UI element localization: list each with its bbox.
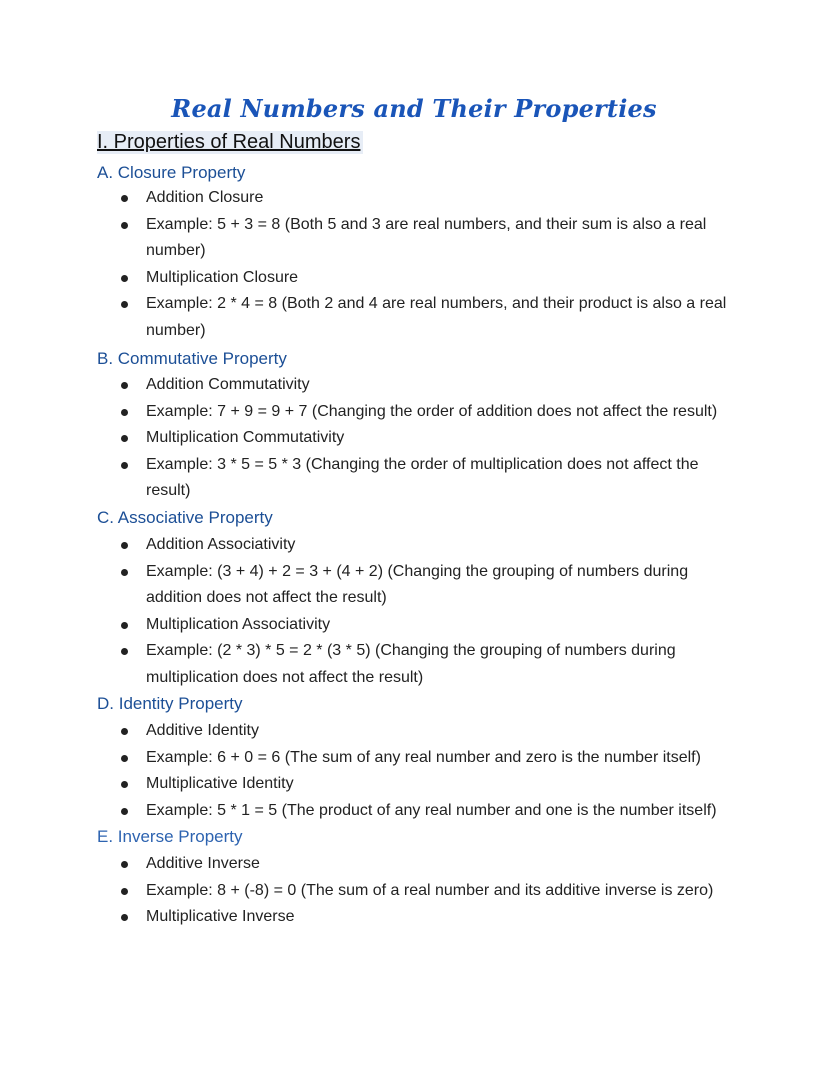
list-closure — [0, 185, 828, 344]
subsection-heading-associative: C. Associative Property — [97, 508, 273, 527]
list-identity — [0, 718, 828, 824]
list-inverse — [0, 851, 828, 931]
bullet-icon — [121, 301, 128, 308]
list-item: Example: (2 * 3) * 5 = 2 * (3 * 5) (Changing the grouping of numbers during multiplication does not affect the result) — [0, 638, 828, 691]
subsection-heading-inverse: E. Inverse Property — [97, 827, 243, 846]
list-associative — [0, 532, 828, 691]
list-item: Addition Commutativity — [0, 372, 828, 399]
bullet-icon — [121, 275, 128, 282]
list-item: Addition Associativity — [0, 532, 828, 559]
document-title: Real Numbers and Their Properties — [171, 94, 657, 123]
list-item: Multiplicative Identity — [0, 771, 828, 798]
list-item: Example: 5 * 1 = 5 (The product of any real number and one is the number itself) — [0, 798, 828, 825]
bullet-icon — [121, 648, 128, 655]
list-item: Example: 8 + (-8) = 0 (The sum of a real number and its additive inverse is zero) — [0, 878, 828, 905]
list-item: Additive Inverse — [0, 851, 828, 878]
bullet-icon — [121, 861, 128, 868]
list-item: Example: 3 * 5 = 5 * 3 (Changing the order of multiplication does not affect the result) — [0, 452, 828, 505]
list-item: Multiplication Closure — [0, 265, 828, 292]
list-item: Additive Identity — [0, 718, 828, 745]
section-heading: I. Properties of Real Numbers — [97, 131, 363, 154]
bullet-icon — [121, 222, 128, 229]
bullet-icon — [121, 195, 128, 202]
list-item: Multiplicative Inverse — [0, 904, 828, 931]
bullet-icon — [121, 409, 128, 416]
bullet-icon — [121, 569, 128, 576]
list-item: Example: 6 + 0 = 6 (The sum of any real number and zero is the number itself) — [0, 745, 828, 772]
bullet-icon — [121, 781, 128, 788]
bullet-icon — [121, 435, 128, 442]
subsection-heading-commutative: B. Commutative Property — [97, 349, 287, 368]
subsection-heading-identity: D. Identity Property — [97, 694, 243, 713]
bullet-icon — [121, 808, 128, 815]
list-item: Example: 7 + 9 = 9 + 7 (Changing the order of addition does not affect the result) — [0, 399, 828, 426]
bullet-icon — [121, 755, 128, 762]
list-item: Example: 2 * 4 = 8 (Both 2 and 4 are real numbers, and their product is also a real number) — [0, 291, 828, 344]
bullet-icon — [121, 462, 128, 469]
bullet-icon — [121, 914, 128, 921]
bullet-icon — [121, 728, 128, 735]
bullet-icon — [121, 382, 128, 389]
list-item: Multiplication Associativity — [0, 612, 828, 639]
list-item: Multiplication Commutativity — [0, 425, 828, 452]
bullet-icon — [121, 542, 128, 549]
bullet-icon — [121, 888, 128, 895]
list-commutative — [0, 372, 828, 505]
subsection-heading-closure: A. Closure Property — [97, 163, 246, 182]
list-item: Example: (3 + 4) + 2 = 3 + (4 + 2) (Changing the grouping of numbers during addition does not affect the result) — [0, 559, 828, 612]
list-item: Addition Closure — [0, 185, 828, 212]
bullet-icon — [121, 622, 128, 629]
list-item: Example: 5 + 3 = 8 (Both 5 and 3 are real numbers, and their sum is also a real number) — [0, 212, 828, 265]
